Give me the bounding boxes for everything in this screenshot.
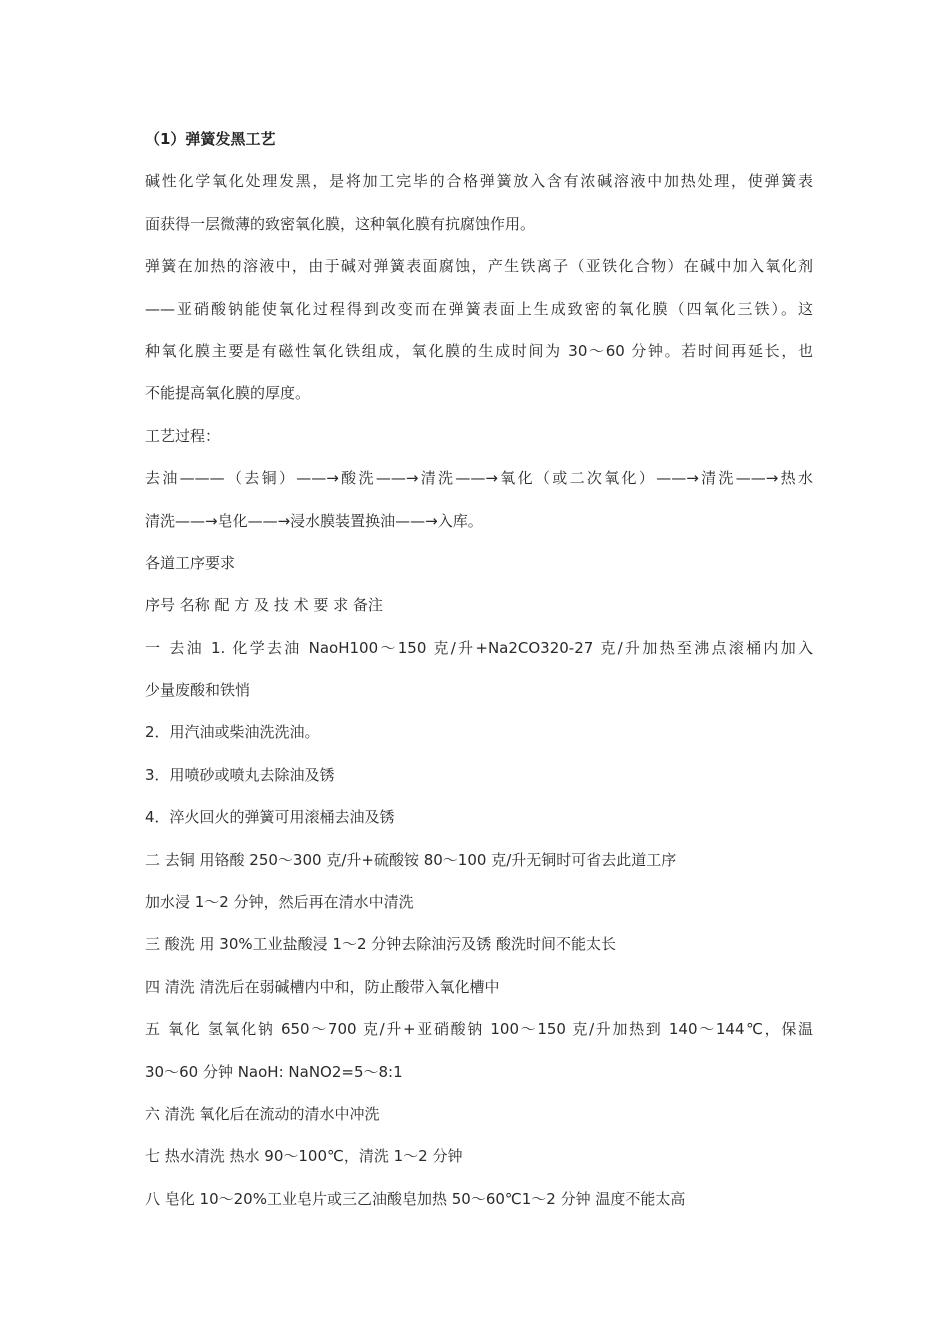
step-line: 四 清洗 清洗后在弱碱槽内中和，防止酸带入氧化槽中: [145, 977, 500, 996]
step-line: 少量废酸和铁悄: [145, 681, 251, 700]
step-line: 六 清洗 氧化后在流动的清水中冲洗: [145, 1104, 380, 1123]
paragraph-line: 种氧化膜主要是有磁性氧化铁组成，氧化膜的生成时间为 30～60 分钟。若时间再延长，也: [145, 341, 813, 360]
step-line: 30～60 分钟 NaoH: NaNO2=5～8:1: [145, 1062, 403, 1081]
paragraph-line: 不能提高氧化膜的厚度。: [145, 384, 311, 403]
process-flow-line: 清洗——→皂化——→浸水膜装置换油——→入库。: [145, 511, 483, 530]
paragraph-line: 各道工序要求: [145, 553, 236, 572]
step-line: 3．用喷砂或喷丸去除油及锈: [145, 765, 335, 784]
process-flow-line: 去油———（去铜）——→酸洗——→清洗——→氧化（或二次氧化）——→清洗——→热水: [145, 469, 813, 488]
step-line: 4．淬火回火的弹簧可用滚桶去油及锈: [145, 808, 395, 827]
step-line: 五 氧化 氢氧化钠 650～700 克/升+亚硝酸钠 100～150 克/升加热到 140～144℃，保温: [145, 1020, 813, 1039]
step-line: 二 去铜 用铬酸 250～300 克/升+硫酸铵 80～100 克/升无铜时可省去此道工序: [145, 850, 677, 869]
paragraph-line: 弹簧在加热的溶液中，由于碱对弹簧表面腐蚀，产生铁离子（亚铁化合物）在碱中加入氧化剂: [145, 257, 813, 276]
table-header-line: 序号 名称 配 方 及 技 术 要 求 备注: [145, 596, 383, 615]
document-body: [145, 118, 813, 1220]
step-line: 八 皂化 10～20%工业皂片或三乙油酸皂加热 50～60℃1～2 分钟 温度不能太高: [145, 1189, 686, 1208]
step-line: 一 去油 1. 化学去油 NaoH100～150 克/升+Na2CO320-27 克/升加热至沸点滚桶内加入: [145, 638, 813, 657]
paragraph-line: 工艺过程：: [145, 426, 221, 445]
step-line: 加水浸 1～2 分钟，然后再在清水中清洗: [145, 893, 414, 912]
section-heading: （1）弹簧发黑工艺: [145, 130, 276, 148]
paragraph-line: 面获得一层微薄的致密氧化膜，这种氧化膜有抗腐蚀作用。: [145, 214, 536, 233]
step-line: 三 酸洗 用 30%工业盐酸浸 1～2 分钟去除油污及锈 酸洗时间不能太长: [145, 935, 617, 954]
paragraph-line: ——亚硝酸钠能使氧化过程得到改变而在弹簧表面上生成致密的氧化膜（四氧化三铁）。这: [145, 299, 813, 318]
step-line: 2．用汽油或柴油洗洗油。: [145, 723, 320, 742]
paragraph-line: 碱性化学氧化处理发黑，是将加工完毕的合格弹簧放入含有浓碱溶液中加热处理，使弹簧表: [145, 172, 813, 191]
step-line: 七 热水清洗 热水 90～100℃，清洗 1～2 分钟: [145, 1147, 463, 1166]
